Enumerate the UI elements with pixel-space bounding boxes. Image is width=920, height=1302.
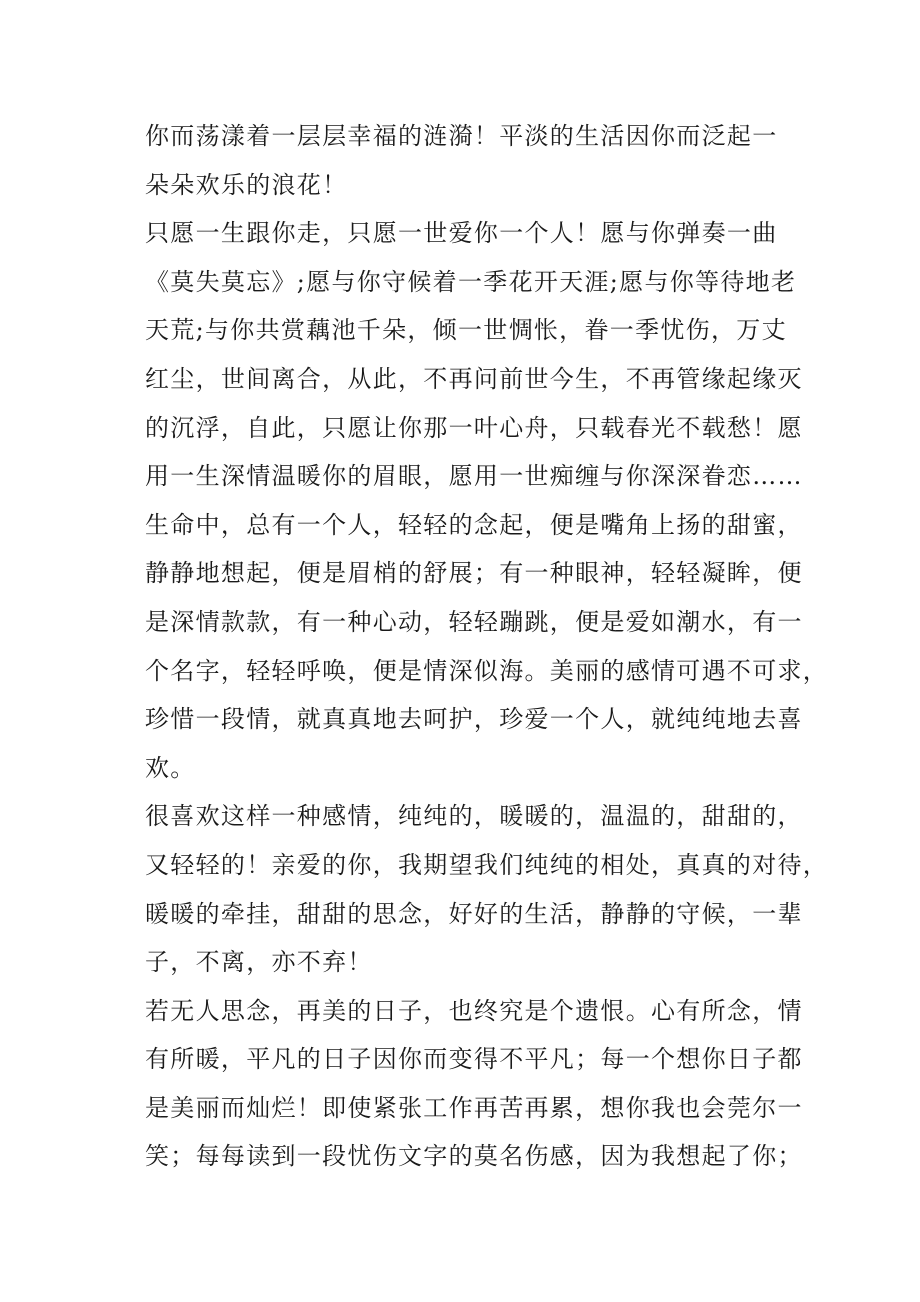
text-line: 只愿一生跟你走，只愿一世爱你一个人！愿与你弹奏一曲 [145, 219, 778, 248]
text-line: 珍惜一段情，就真真地去呵护，珍爱一个人，就纯纯地去喜 [145, 705, 803, 734]
text-line: 很喜欢这样一种感情，纯纯的，暖暖的，温温的，甜甜的， [145, 802, 803, 831]
text-line: 用一生深情温暖你的眉眼，愿用一世痴缠与你深深眷恋…… [145, 462, 803, 491]
text-line: 你而荡漾着一层层幸福的涟漪！平淡的生活因你而泛起一 [145, 122, 778, 150]
text-line: 天荒;与你共赏藕池千朵，倾一世惆怅，眷一季忧伤，万丈 [145, 316, 787, 345]
text-line: 生命中，总有一个人，轻轻的念起，便是嘴角上扬的甜蜜， [145, 510, 803, 539]
text-line: 欢。 [145, 753, 196, 782]
text-line: 个名字，轻轻呼唤，便是情深似海。美丽的感情可遇不可求， [145, 656, 829, 685]
body-text [145, 112, 829, 1181]
text-line: 静静地想起，便是眉梢的舒展；有一种眼神，轻轻凝眸，便 [145, 559, 803, 588]
text-line: 红尘，世间离合，从此，不再问前世今生，不再管缘起缘灭 [145, 364, 803, 393]
text-line: 若无人思念，再美的日子，也终究是个遗恨。心有所念，情 [145, 996, 803, 1025]
text-line: 子，不离，亦不弃！ [145, 948, 373, 977]
text-line: 的沉浮，自此，只愿让你那一叶心舟，只载春光不载愁！愿 [145, 413, 803, 442]
text-line: 是深情款款，有一种心动，轻轻蹦跳，便是爱如潮水，有一 [145, 607, 803, 636]
text-line: 有所暖，平凡的日子因你而变得不平凡；每一个想你日子都 [145, 1045, 803, 1074]
text-line: 《莫失莫忘》;愿与你守候着一季花开天涯;愿与你等待地老 [145, 267, 797, 296]
text-line: 又轻轻的！亲爱的你，我期望我们纯纯的相处，真真的对待， [145, 850, 829, 879]
text-line: 暖暖的牵挂，甜甜的思念，好好的生活，静静的守候，一辈 [145, 899, 803, 928]
text-line: 朵朵欢乐的浪花！ [145, 170, 348, 199]
text-line: 笑；每每读到一段忧伤文字的莫名伤感，因为我想起了你； [145, 1142, 803, 1171]
text-line: 是美丽而灿烂！即使紧张工作再苦再累，想你我也会莞尔一 [145, 1093, 803, 1122]
